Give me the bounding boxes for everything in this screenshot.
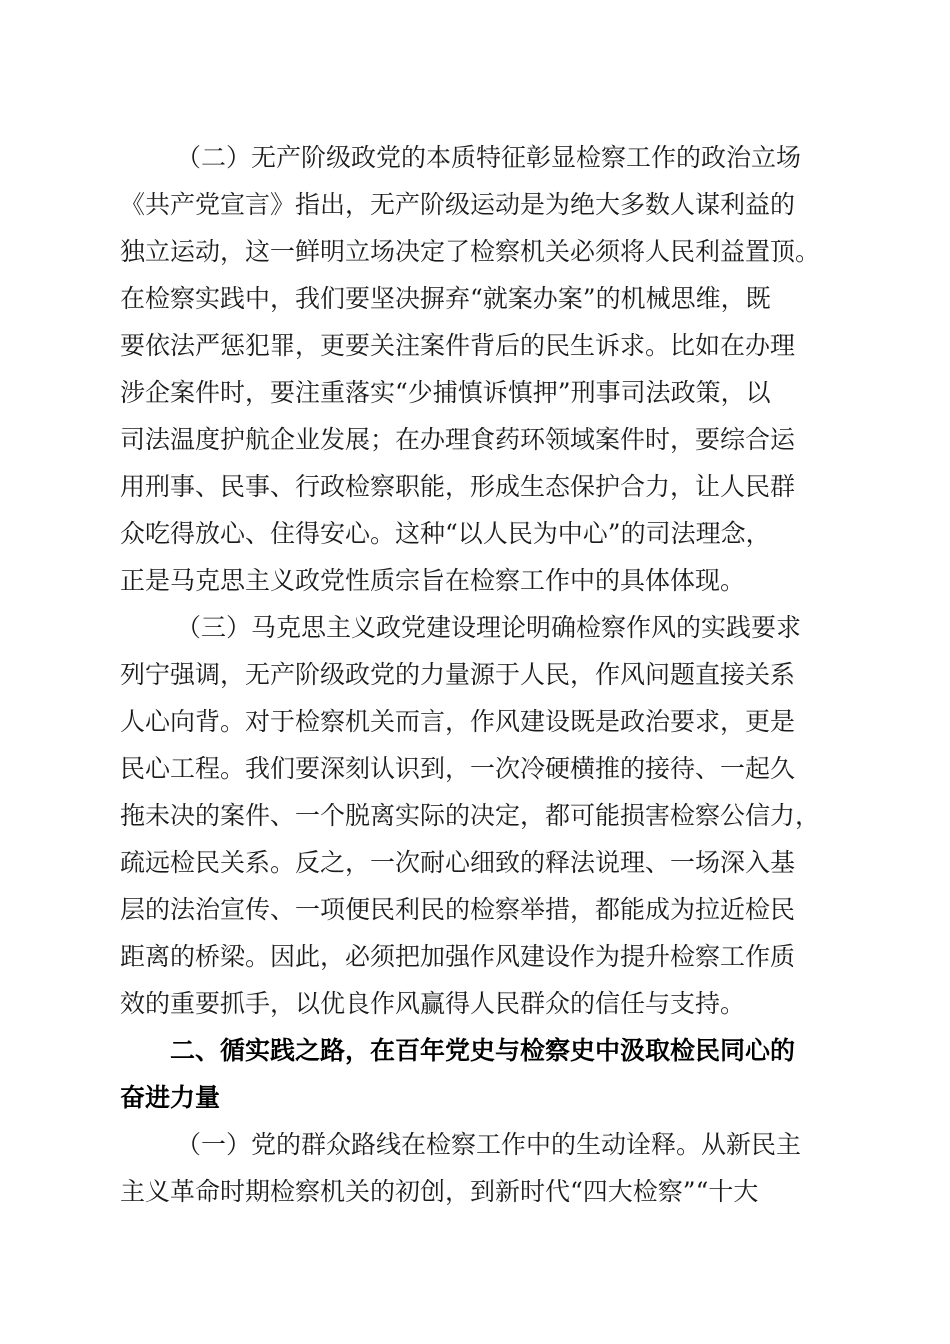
paragraph-line: 在检察实践中，我们要坚决摒弃“就案办案”的机械思维，既 <box>120 284 771 313</box>
paragraph-line: （一）党的群众路线在检察工作中的生动诠释。从新民主 <box>176 1130 802 1159</box>
paragraph-line: 距离的桥梁。因此，必须把加强作风建设作为提升检察工作质 <box>120 942 796 971</box>
paragraph-line: 众吃得放心、住得安心。这种“以人民为中心”的司法理念， <box>120 519 771 548</box>
paragraph-line: 疏远检民关系。反之，一次耐心细致的释法说理、一场深入基 <box>120 848 796 877</box>
paragraph-line: 效的重要抓手，以优良作风赢得人民群众的信任与支持。 <box>120 989 746 1018</box>
section-heading-continued: 奋进力量 <box>120 1083 221 1112</box>
paragraph-line: 独立运动，这一鲜明立场决定了检察机关必须将人民利益置顶。 <box>120 237 821 266</box>
section-heading: 二、循实践之路，在百年党史与检察史中汲取检民同心的 <box>170 1036 796 1065</box>
subheading-3: （三）马克思主义政党建设理论明确检察作风的实践要求 <box>176 613 802 642</box>
paragraph-line: 拖未决的案件、一个脱离实际的决定，都可能损害检察公信力， <box>120 801 821 830</box>
paragraph-line: 司法温度护航企业发展；在办理食药环领域案件时，要综合运 <box>120 425 796 454</box>
paragraph-line: 正是马克思主义政党性质宗旨在检察工作中的具体体现。 <box>120 566 746 595</box>
paragraph-line: 要依法严惩犯罪，更要关注案件背后的民生诉求。比如在办理 <box>120 331 796 360</box>
paragraph-line: 人心向背。对于检察机关而言，作风建设既是政治要求，更是 <box>120 707 796 736</box>
paragraph-line: 《共产党宣言》指出，无产阶级运动是为绝大多数人谋利益的 <box>120 190 796 219</box>
paragraph-line: 主义革命时期检察机关的初创，到新时代“四大检察”“十大 <box>120 1177 759 1206</box>
paragraph-line: 层的法治宣传、一项便民利民的检察举措，都能成为拉近检民 <box>120 895 796 924</box>
paragraph-line: 涉企案件时，要注重落实“少捕慎诉慎押”刑事司法政策，以 <box>120 378 771 407</box>
paragraph-line: 民心工程。我们要深刻认识到，一次冷硬横推的接待、一起久 <box>120 754 796 783</box>
paragraph-line: 用刑事、民事、行政检察职能，形成生态保护合力，让人民群 <box>120 472 796 501</box>
paragraph-line: 列宁强调，无产阶级政党的力量源于人民，作风问题直接关系 <box>120 660 796 689</box>
subheading-2: （二）无产阶级政党的本质特征彰显检察工作的政治立场 <box>176 143 802 172</box>
